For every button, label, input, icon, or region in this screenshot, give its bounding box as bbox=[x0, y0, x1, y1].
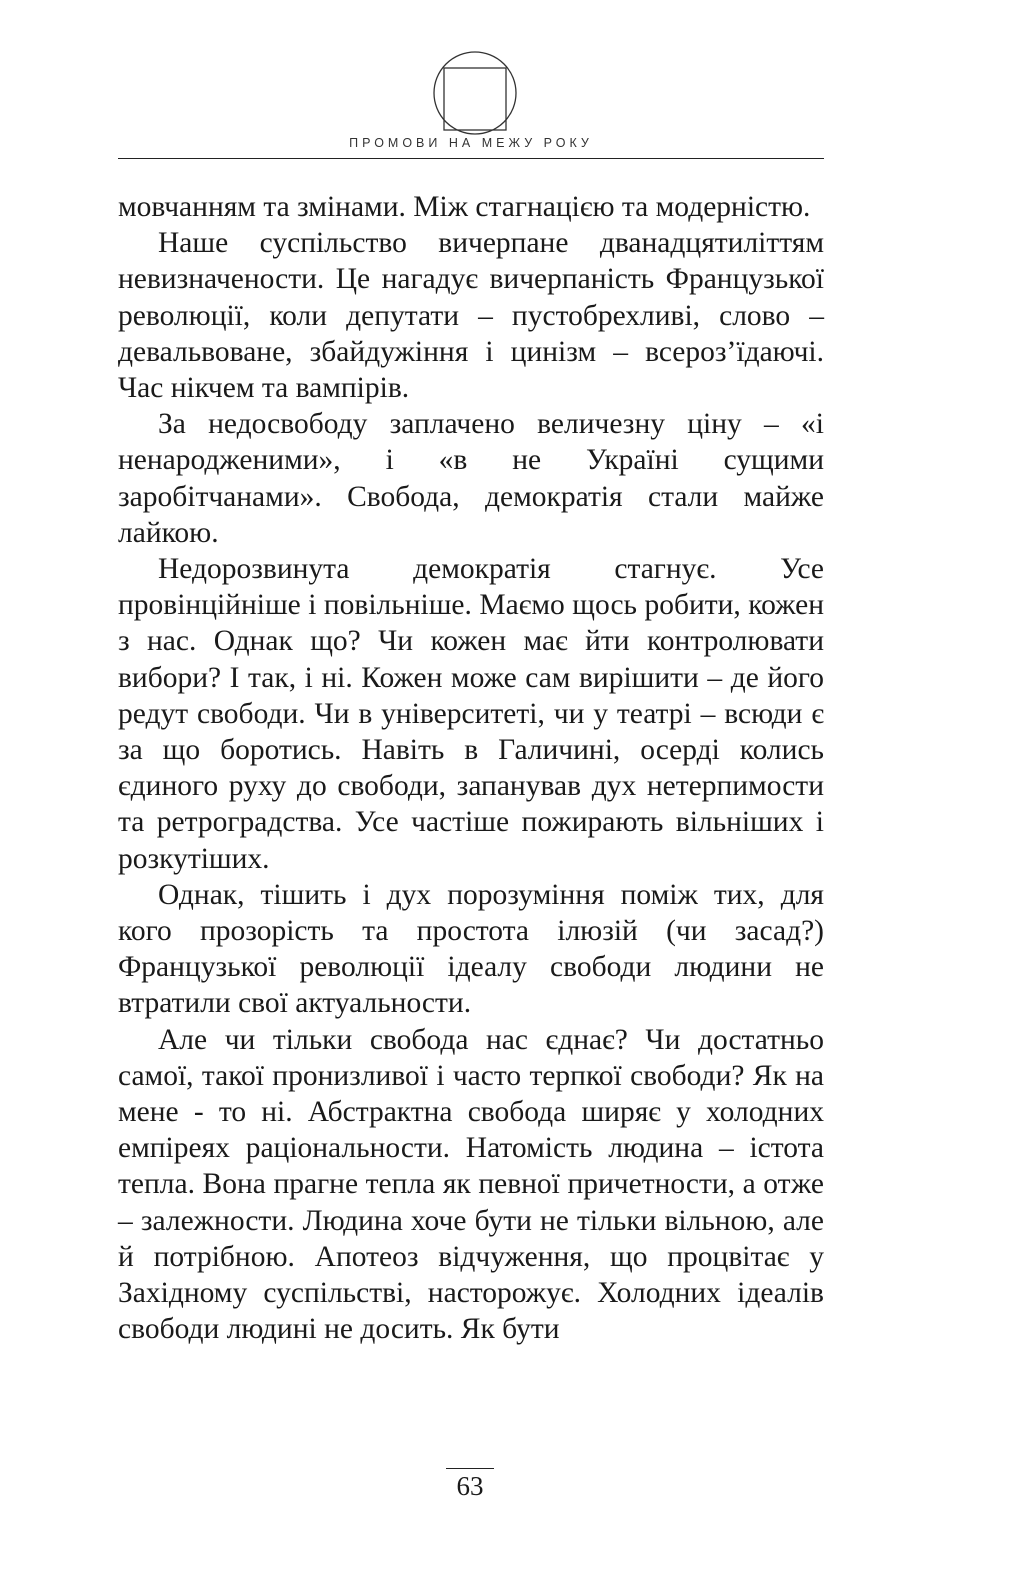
paragraph-2: Наше суспільство вичерпане дванадцятиліттям невизначености. Це нагадує вичерпаність Французької революції, коли депутати – пустобрехливі, слово – девальвоване, збайдужіння і цинізм – всероз’їдаючі. Час нікчем та вампірів. bbox=[118, 227, 824, 405]
paragraph-3: За недосвободу заплачено величезну ціну – «і ненародженими», і «в не Україні сущими заробітчанами». Свобода, демократія стали майже лайкою. bbox=[118, 408, 824, 549]
paragraph-6: Але чи тільки свобода нас єднає? Чи достатньо самої, такої пронизливої і часто терпкої свободи? Як на мене - то ні. Абстрактна свобода ширяє у холодних емпіреях раціональности. Натомість людина – істота тепла. Вона прагне тепла як певної причетности, а отже – залежности. Людина хоче бути не тільки вільною, але й потрібною. Апотеоз відчуження, що процвітає у Західному суспільстві, насторожує. Холодних ідеалів свободи людині не досить. Як бути bbox=[118, 1023, 824, 1346]
header-rule bbox=[118, 158, 824, 159]
page-body bbox=[118, 189, 824, 1348]
running-title: ПРОМОВИ НА МЕЖУ РОКУ bbox=[349, 136, 593, 150]
page-number: 63 bbox=[456, 1471, 484, 1501]
paragraph-5: Однак, тішить і дух порозуміння поміж тих, для кого прозорість та простота ілюзій (чи засад?) Французької революції ідеалу свободи людини не втратили свої актуальности. bbox=[118, 878, 824, 1020]
circle-square-emblem-icon bbox=[432, 50, 518, 136]
paragraph-1: мовчанням та змінами. Між стагнацією та модерністю. bbox=[118, 191, 811, 223]
paragraph-4: Недорозвинута демократія стагнує. Усе провінційніше і повільніше. Маємо щось робити, кожен з нас. Однак що? Чи кожен має йти контролювати вибори? І так, і ні. Кожен може сам вирішити – де його редут свободи. Чи в університеті, чи у театрі – всюди є за що боротись. Навіть в Галичині, осерді колись єдиного руху до свободи, запанував дух нетерпимости та ретроградства. Усе частіше пожирають вільніших і розкутіших. bbox=[118, 553, 824, 875]
